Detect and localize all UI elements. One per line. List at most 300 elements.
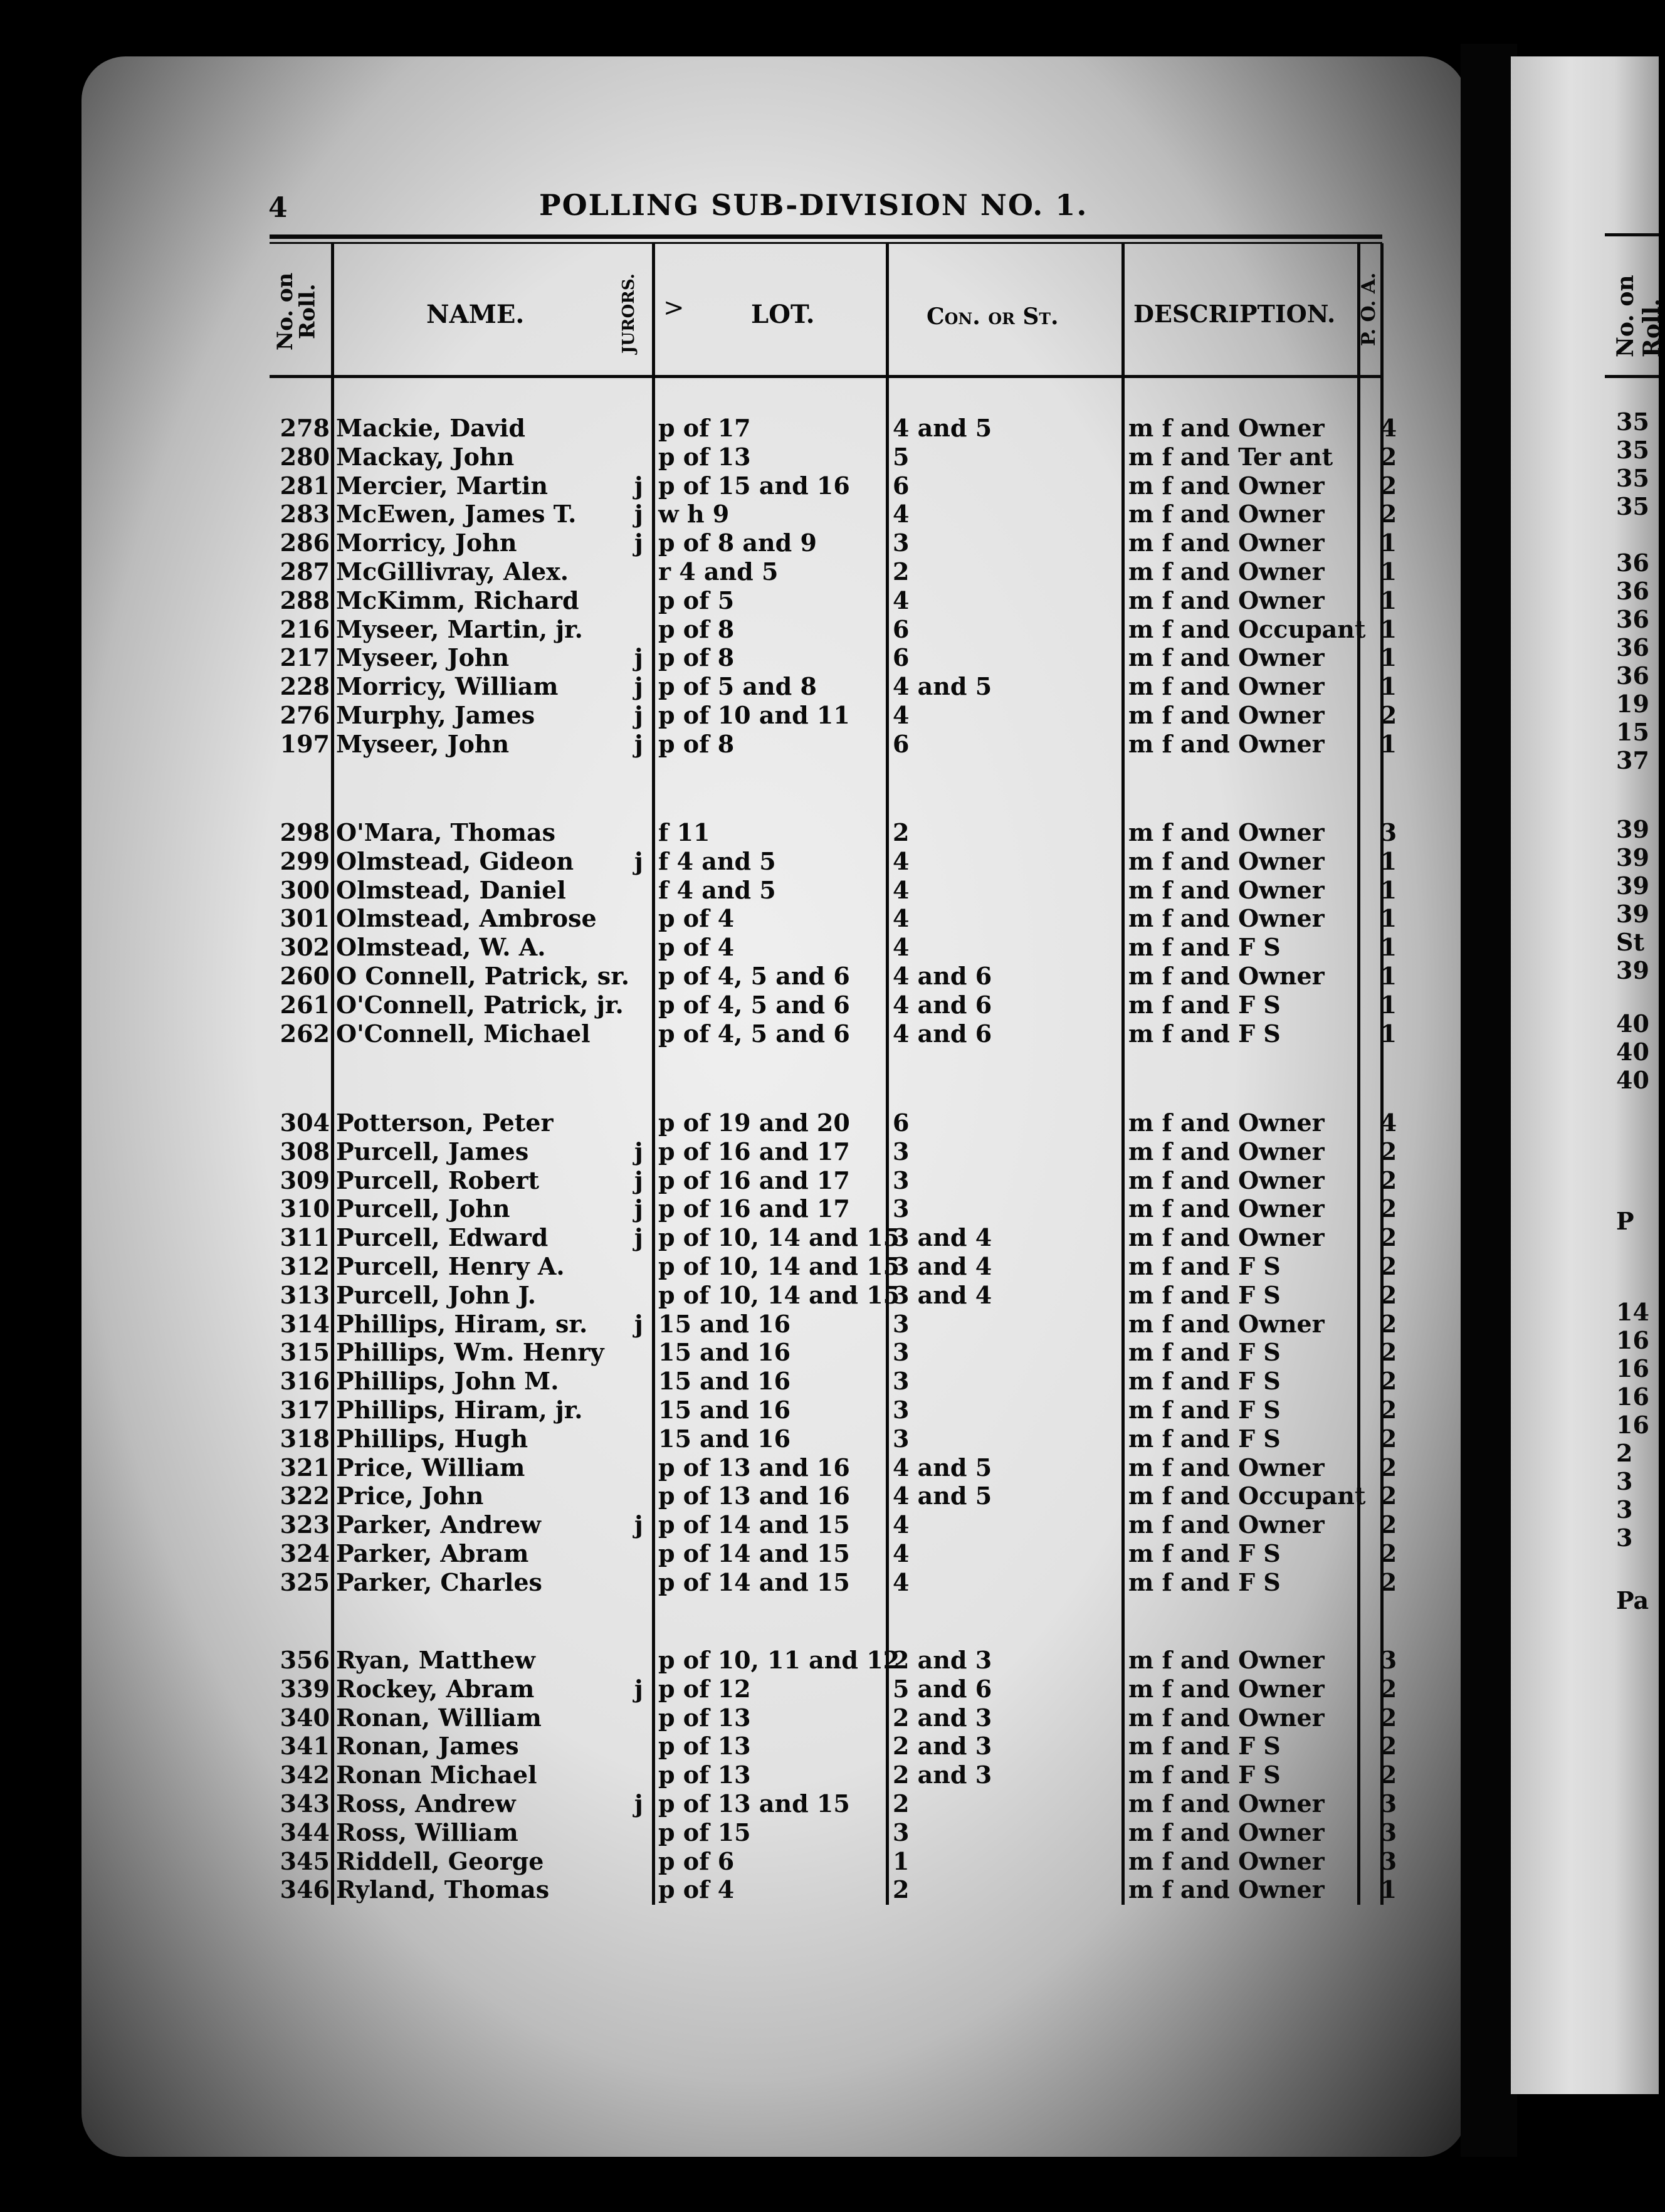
roll-number: 278 [280, 414, 330, 442]
poa: 1 [1380, 614, 1397, 643]
roll-number: 286 [280, 529, 330, 557]
description: m f and Owner [1128, 1223, 1325, 1252]
description: m f and Owner [1128, 1194, 1325, 1223]
poa: 1 [1380, 672, 1397, 701]
facing-page-roll-number: St [1616, 928, 1644, 956]
roll-number: 298 [280, 818, 330, 846]
facing-page-roll-number: 40 [1616, 1066, 1649, 1094]
poa: 2 [1380, 1396, 1397, 1424]
description: m f and Occupant [1128, 1482, 1366, 1510]
concession: 4 [893, 586, 910, 614]
poa: 1 [1380, 729, 1397, 758]
lot: p of 12 [658, 1674, 751, 1703]
lot: p of 10 and 11 [658, 701, 850, 729]
concession: 2 and 3 [893, 1732, 992, 1761]
concession: 3 [893, 1166, 910, 1194]
description: m f and Owner [1128, 875, 1325, 904]
description: m f and Owner [1128, 586, 1325, 614]
poa: 2 [1380, 1194, 1397, 1223]
description: m f and F S [1128, 1424, 1281, 1453]
concession: 6 [893, 471, 910, 500]
juror-mark: j [634, 1223, 643, 1252]
poa: 3 [1380, 1789, 1397, 1818]
concession: 6 [893, 614, 910, 643]
concession: 2 [893, 1875, 910, 1904]
poa: 2 [1380, 1510, 1397, 1539]
voter-name: O Connell, Patrick, sr. [336, 962, 629, 990]
poa: 3 [1380, 1646, 1397, 1674]
roll-number: 260 [280, 962, 330, 990]
poa: 2 [1380, 1674, 1397, 1703]
description: m f and Owner [1128, 1875, 1325, 1904]
poa: 1 [1380, 1019, 1397, 1048]
description: m f and Owner [1128, 643, 1325, 672]
lot: r 4 and 5 [658, 557, 779, 586]
voter-name: Parker, Abram [336, 1539, 529, 1567]
poa: 1 [1380, 990, 1397, 1019]
poa: 2 [1380, 1280, 1397, 1309]
title-rule-thin [270, 242, 1382, 244]
voter-name: McKimm, Richard [336, 586, 579, 614]
juror-mark: j [634, 1789, 643, 1818]
facing-page-roll-number: 15 [1616, 718, 1649, 746]
voter-name: Phillips, Hiram, jr. [336, 1396, 583, 1424]
poa: 1 [1380, 933, 1397, 962]
description: m f and Owner [1128, 1646, 1325, 1674]
voter-name: Ryan, Matthew [336, 1646, 536, 1674]
concession: 3 [893, 529, 910, 557]
voter-name: Riddell, George [336, 1846, 544, 1875]
lot: w h 9 [658, 500, 730, 529]
lot: p of 4, 5 and 6 [658, 1019, 850, 1048]
description: m f and Owner [1128, 1789, 1325, 1818]
voter-name: Myseer, Martin, jr. [336, 614, 583, 643]
concession: 3 and 4 [893, 1280, 992, 1309]
roll-number: 325 [280, 1567, 330, 1596]
voter-name: Murphy, James [336, 701, 535, 729]
voter-name: Rockey, Abram [336, 1674, 535, 1703]
roll-number: 315 [280, 1338, 330, 1367]
roll-number: 324 [280, 1539, 330, 1567]
description: m f and F S [1128, 1252, 1281, 1280]
header-con: Con. or St. [927, 303, 1059, 330]
concession: 4 and 6 [893, 1019, 992, 1048]
lot: p of 4 [658, 933, 735, 962]
poa: 2 [1380, 1338, 1397, 1367]
header-lot: LOT. [751, 300, 815, 329]
column-rule-con [1121, 243, 1125, 1905]
juror-mark: j [634, 1674, 643, 1703]
poa: 2 [1380, 1367, 1397, 1396]
lot: f 11 [658, 818, 710, 846]
voter-name: Olmstead, Gideon [336, 846, 574, 875]
concession: 4 [893, 701, 910, 729]
description: m f and Owner [1128, 846, 1325, 875]
poa: 2 [1380, 471, 1397, 500]
facing-page-roll-number: 36 [1616, 661, 1649, 690]
poa: 4 [1380, 414, 1397, 442]
concession: 4 [893, 846, 910, 875]
facing-page-roll-number: 39 [1616, 843, 1649, 872]
description: m f and F S [1128, 933, 1281, 962]
poa: 1 [1380, 1875, 1397, 1904]
facing-page-roll-number: 16 [1616, 1382, 1649, 1411]
voter-name: O'Connell, Michael [336, 1019, 591, 1048]
concession: 2 [893, 557, 910, 586]
concession: 2 and 3 [893, 1761, 992, 1789]
roll-number: 322 [280, 1482, 330, 1510]
voter-name: Potterson, Peter [336, 1109, 554, 1137]
concession: 5 [893, 442, 910, 471]
description: m f and Owner [1128, 500, 1325, 529]
poa: 2 [1380, 701, 1397, 729]
header-lot-mark: > [663, 293, 685, 322]
lot: p of 5 and 8 [658, 672, 817, 701]
roll-number: 300 [280, 875, 330, 904]
facing-page-roll-number: 36 [1616, 633, 1649, 661]
juror-mark: j [634, 471, 643, 500]
lot: p of 15 and 16 [658, 471, 850, 500]
description: m f and F S [1128, 1539, 1281, 1567]
header-bottom-rule [270, 375, 1382, 378]
voter-name: Ronan, William [336, 1703, 542, 1732]
facing-page-roll-number: 39 [1616, 956, 1649, 984]
lot: 15 and 16 [658, 1338, 791, 1367]
voter-name: Ronan, James [336, 1732, 519, 1761]
header-jurors: JURORS. [619, 273, 638, 354]
roll-number: 228 [280, 672, 330, 701]
concession: 3 [893, 1396, 910, 1424]
poa: 2 [1380, 1166, 1397, 1194]
description: m f and F S [1128, 1567, 1281, 1596]
juror-mark: j [634, 1166, 643, 1194]
concession: 1 [893, 1846, 910, 1875]
column-rule-roll [331, 243, 334, 1905]
roll-number: 343 [280, 1789, 330, 1818]
roll-number: 304 [280, 1109, 330, 1137]
roll-number: 301 [280, 904, 330, 933]
lot: p of 8 [658, 614, 735, 643]
description: m f and Owner [1128, 1166, 1325, 1194]
roll-number: 261 [280, 990, 330, 1019]
voter-name: O'Connell, Patrick, jr. [336, 990, 624, 1019]
juror-mark: j [634, 1309, 643, 1338]
juror-mark: j [634, 1194, 643, 1223]
concession: 4 and 5 [893, 1482, 992, 1510]
poa: 1 [1380, 643, 1397, 672]
facing-page-roll-number: 39 [1616, 815, 1649, 843]
facing-page-roll-number: 19 [1616, 690, 1649, 718]
roll-number: 288 [280, 586, 330, 614]
header-name: NAME. [426, 300, 525, 329]
facing-page-roll-number: 40 [1616, 1038, 1649, 1066]
lot: 15 and 16 [658, 1396, 791, 1424]
concession: 4 [893, 1539, 910, 1567]
poa: 2 [1380, 500, 1397, 529]
roll-number: 311 [280, 1223, 330, 1252]
voter-name: Phillips, John M. [336, 1367, 559, 1396]
description: m f and Owner [1128, 1309, 1325, 1338]
roll-number: 217 [280, 643, 330, 672]
lot: p of 14 and 15 [658, 1510, 850, 1539]
facing-page-roll-number: 16 [1616, 1326, 1649, 1354]
description: m f and Owner [1128, 701, 1325, 729]
description: m f and Owner [1128, 529, 1325, 557]
voter-name: Price, John [336, 1482, 484, 1510]
voter-name: Olmstead, W. A. [336, 933, 546, 962]
roll-number: 344 [280, 1818, 330, 1846]
lot: p of 4 [658, 904, 735, 933]
lot: p of 13 [658, 442, 751, 471]
lot: p of 13 and 16 [658, 1453, 850, 1482]
poa: 2 [1380, 1424, 1397, 1453]
concession: 4 [893, 875, 910, 904]
voter-name: Purcell, John [336, 1194, 510, 1223]
voter-name: Price, William [336, 1453, 525, 1482]
voter-name: Parker, Andrew [336, 1510, 542, 1539]
concession: 3 [893, 1194, 910, 1223]
voter-name: Phillips, Hiram, sr. [336, 1309, 588, 1338]
juror-mark: j [634, 701, 643, 729]
poa: 2 [1380, 442, 1397, 471]
lot: p of 10, 14 and 15 [658, 1280, 900, 1309]
voter-name: Olmstead, Daniel [336, 875, 566, 904]
roll-number: 262 [280, 1019, 330, 1048]
voter-name: Ross, William [336, 1818, 518, 1846]
description: m f and Occupant [1128, 614, 1366, 643]
facing-page-roll-number: 16 [1616, 1411, 1649, 1439]
poa: 2 [1380, 1482, 1397, 1510]
lot: p of 16 and 17 [658, 1137, 850, 1166]
lot: p of 13 and 15 [658, 1789, 850, 1818]
roll-number: 313 [280, 1280, 330, 1309]
facing-page-roll-number: 3 [1616, 1495, 1633, 1524]
voter-name: Parker, Charles [336, 1567, 542, 1596]
roll-number: 346 [280, 1875, 330, 1904]
roll-number: 308 [280, 1137, 330, 1166]
description: m f and Owner [1128, 1137, 1325, 1166]
facing-page-roll-number: 35 [1616, 464, 1649, 492]
roll-number: 216 [280, 614, 330, 643]
poa: 3 [1380, 1846, 1397, 1875]
concession: 4 and 6 [893, 990, 992, 1019]
juror-mark: j [634, 672, 643, 701]
voter-name: Myseer, John [336, 729, 510, 758]
roll-number: 318 [280, 1424, 330, 1453]
lot: 15 and 16 [658, 1424, 791, 1453]
description: m f and Owner [1128, 471, 1325, 500]
concession: 4 and 5 [893, 672, 992, 701]
facing-page-roll-number: 36 [1616, 577, 1649, 605]
description: m f and Owner [1128, 414, 1325, 442]
lot: p of 13 [658, 1703, 751, 1732]
roll-number: 321 [280, 1453, 330, 1482]
voter-name: Olmstead, Ambrose [336, 904, 597, 933]
concession: 2 and 3 [893, 1646, 992, 1674]
voter-name: Purcell, Robert [336, 1166, 540, 1194]
description: m f and Owner [1128, 557, 1325, 586]
lot: p of 14 and 15 [658, 1567, 850, 1596]
roll-number: 309 [280, 1166, 330, 1194]
description: m f and Owner [1128, 1703, 1325, 1732]
concession: 4 and 6 [893, 962, 992, 990]
voter-name: Purcell, Henry A. [336, 1252, 565, 1280]
facing-page-roll-number: 14 [1616, 1298, 1649, 1326]
description: m f and F S [1128, 1732, 1281, 1761]
voter-name: Mackay, John [336, 442, 515, 471]
description: m f and Owner [1128, 1109, 1325, 1137]
poa: 2 [1380, 1223, 1397, 1252]
column-rule-desc [1357, 243, 1360, 1905]
description: m f and Owner [1128, 672, 1325, 701]
concession: 6 [893, 729, 910, 758]
juror-mark: j [634, 529, 643, 557]
facing-page-rule [1605, 375, 1659, 378]
lot: p of 17 [658, 414, 751, 442]
roll-number: 340 [280, 1703, 330, 1732]
facing-page-roll-number: 40 [1616, 1009, 1649, 1038]
poa: 2 [1380, 1567, 1397, 1596]
concession: 6 [893, 1109, 910, 1137]
voter-name: Phillips, Wm. Henry [336, 1338, 604, 1367]
concession: 3 [893, 1137, 910, 1166]
lot: p of 13 and 16 [658, 1482, 850, 1510]
header-description: DESCRIPTION. [1133, 300, 1336, 328]
concession: 4 [893, 500, 910, 529]
roll-number: 302 [280, 933, 330, 962]
juror-mark: j [634, 846, 643, 875]
facing-page-roll-header: No. on Roll. [1612, 275, 1665, 357]
facing-page-roll-number: 36 [1616, 549, 1649, 577]
poa: 2 [1380, 1309, 1397, 1338]
concession: 5 and 6 [893, 1674, 992, 1703]
lot: p of 6 [658, 1846, 735, 1875]
lot: p of 10, 14 and 15 [658, 1223, 900, 1252]
poa: 1 [1380, 875, 1397, 904]
page-number: 4 [268, 192, 288, 224]
lot: p of 13 [658, 1761, 751, 1789]
header-roll: No. on Roll. [273, 272, 320, 351]
poa: 2 [1380, 1453, 1397, 1482]
concession: 4 [893, 1510, 910, 1539]
lot: p of 10, 11 and 12 [658, 1646, 900, 1674]
header-poa: P. O. A. [1358, 272, 1380, 346]
roll-number: 345 [280, 1846, 330, 1875]
juror-mark: j [634, 1137, 643, 1166]
lot: p of 15 [658, 1818, 751, 1846]
roll-number: 283 [280, 500, 330, 529]
page-title: POLLING SUB-DIVISION NO. 1. [539, 188, 1088, 222]
poa: 2 [1380, 1703, 1397, 1732]
concession: 2 [893, 818, 910, 846]
roll-number: 312 [280, 1252, 330, 1280]
lot: p of 8 and 9 [658, 529, 817, 557]
concession: 4 [893, 904, 910, 933]
lot: 15 and 16 [658, 1309, 791, 1338]
roll-number: 323 [280, 1510, 330, 1539]
voter-name: Ryland, Thomas [336, 1875, 550, 1904]
roll-number: 280 [280, 442, 330, 471]
concession: 3 [893, 1338, 910, 1367]
concession: 3 [893, 1367, 910, 1396]
juror-mark: j [634, 729, 643, 758]
roll-number: 197 [280, 729, 330, 758]
concession: 4 and 5 [893, 1453, 992, 1482]
column-rule-name [652, 243, 655, 1905]
voter-name: Morricy, William [336, 672, 559, 701]
description: m f and F S [1128, 1280, 1281, 1309]
concession: 3 and 4 [893, 1252, 992, 1280]
facing-page-roll-number: 35 [1616, 436, 1649, 464]
poa: 4 [1380, 1109, 1397, 1137]
description: m f and F S [1128, 990, 1281, 1019]
facing-page-roll-number: 2 [1616, 1439, 1633, 1467]
lot: p of 8 [658, 729, 735, 758]
description: m f and Owner [1128, 729, 1325, 758]
roll-number: 314 [280, 1309, 330, 1338]
lot: 15 and 16 [658, 1367, 791, 1396]
lot: p of 4 [658, 1875, 735, 1904]
lot: p of 16 and 17 [658, 1194, 850, 1223]
lot: p of 14 and 15 [658, 1539, 850, 1567]
facing-page-roll-number: 39 [1616, 872, 1649, 900]
poa: 1 [1380, 557, 1397, 586]
concession: 3 and 4 [893, 1223, 992, 1252]
poa: 2 [1380, 1252, 1397, 1280]
roll-number: 356 [280, 1646, 330, 1674]
description: m f and Owner [1128, 1846, 1325, 1875]
voter-name: O'Mara, Thomas [336, 818, 555, 846]
concession: 3 [893, 1309, 910, 1338]
description: m f and Owner [1128, 1453, 1325, 1482]
description: m f and Owner [1128, 1510, 1325, 1539]
lot: p of 10, 14 and 15 [658, 1252, 900, 1280]
facing-page-roll-number: 35 [1616, 492, 1649, 520]
lot: p of 4, 5 and 6 [658, 990, 850, 1019]
juror-mark: j [634, 643, 643, 672]
concession: 2 [893, 1789, 910, 1818]
lot: p of 13 [658, 1732, 751, 1761]
roll-number: 276 [280, 701, 330, 729]
voter-name: Purcell, James [336, 1137, 529, 1166]
voter-name: Myseer, John [336, 643, 510, 672]
facing-page-roll-number: 35 [1616, 408, 1649, 436]
lot: f 4 and 5 [658, 846, 776, 875]
description: m f and Owner [1128, 904, 1325, 933]
description: m f and Owner [1128, 962, 1325, 990]
poa: 3 [1380, 1818, 1397, 1846]
description: m f and Owner [1128, 818, 1325, 846]
concession: 2 and 3 [893, 1703, 992, 1732]
poa: 1 [1380, 586, 1397, 614]
facing-page-roll-number: 3 [1616, 1467, 1633, 1495]
voter-name: Purcell, John J. [336, 1280, 536, 1309]
voter-name: Morricy, John [336, 529, 517, 557]
roll-number: 310 [280, 1194, 330, 1223]
description: m f and Owner [1128, 1818, 1325, 1846]
description: m f and Ter ant [1128, 442, 1333, 471]
roll-number: 339 [280, 1674, 330, 1703]
concession: 3 [893, 1424, 910, 1453]
concession: 4 and 5 [893, 414, 992, 442]
description: m f and F S [1128, 1367, 1281, 1396]
lot: p of 4, 5 and 6 [658, 962, 850, 990]
voter-name: Mercier, Martin [336, 471, 549, 500]
description: m f and Owner [1128, 1674, 1325, 1703]
poa: 1 [1380, 846, 1397, 875]
facing-page-roll-number: 3 [1616, 1524, 1633, 1552]
facing-page-roll-number: 39 [1616, 900, 1649, 928]
